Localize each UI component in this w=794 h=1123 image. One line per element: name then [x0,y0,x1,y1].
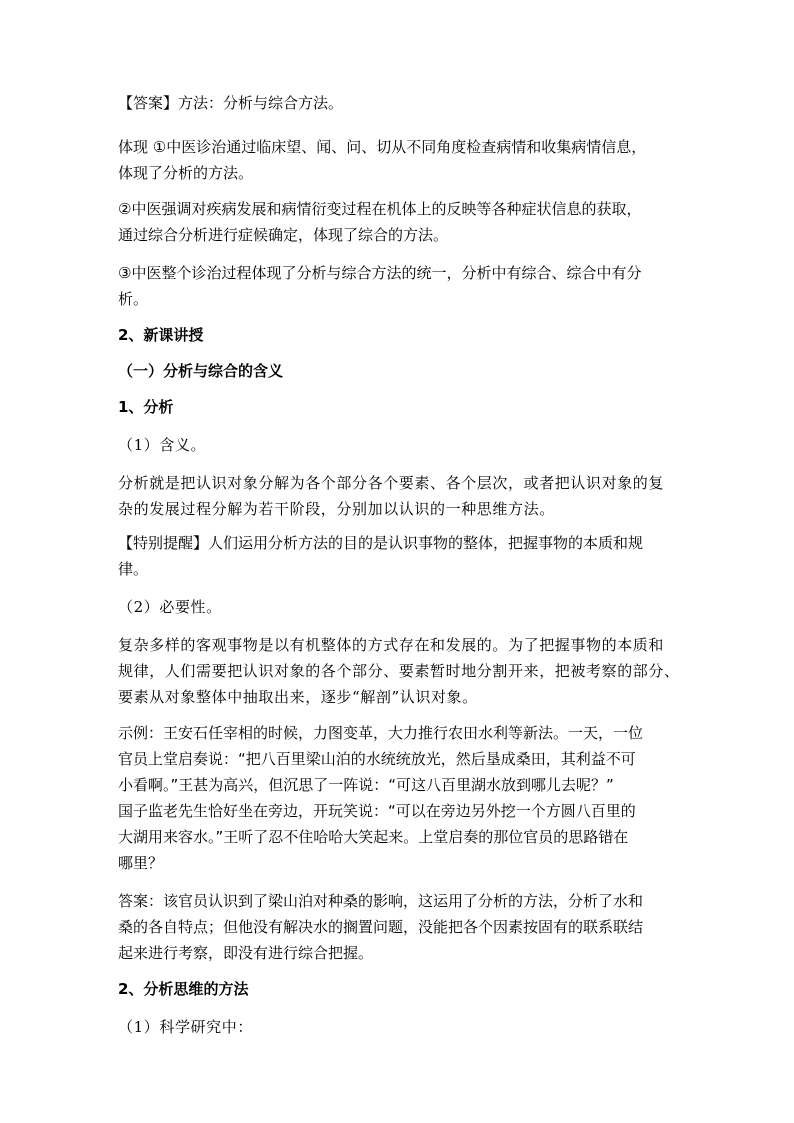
paragraph-line: 分析就是把认识对象分解为各个部分各个要素、各个层次，或者把认识对象的复 [118,474,665,492]
subheading: （2）必要性。 [118,598,222,616]
section-heading: 1、分析 [118,398,174,416]
tip-line: 律。 [118,560,149,578]
answer-line: 桑的各自特点；但他没有解决水的搁置问题，没能把各个因素按固有的联系联结 [118,918,644,936]
section-heading: （一）分析与综合的含义 [118,362,284,380]
paragraph-line: 体现了分析的方法。 [118,164,254,182]
example-line: 小看啊。”王甚为高兴，但沉思了一阵说：“可这八百里湖水放到哪儿去呢？” [118,776,614,794]
example-line: 国子监老先生恰好坐在旁边，开玩笑说：“可以在旁边另外挖一个方圆八百里的 [118,802,636,820]
paragraph-line: ②中医强调对疾病发展和病情衍变过程在机体上的反映等各种症状信息的获取， [118,200,642,218]
section-heading: 2、分析思维的方法 [118,980,249,998]
paragraph-line: 通过综合分析进行症候确定，体现了综合的方法。 [118,226,449,244]
subheading: （1）科学研究中： [118,1018,253,1036]
tip-line: 【特别提醒】人们运用分析方法的目的是认识事物的整体，把握事物的本质和规 [118,534,644,552]
paragraph-line: 要素从对象整体中抽取出来，逐步“解剖”认识对象。 [118,688,478,706]
answer-line: 答案：该官员认识到了梁山泊对种桑的影响，这运用了分析的方法，分析了水和 [118,892,644,910]
section-heading: 2、新课讲授 [118,326,204,344]
paragraph-line: 杂的发展过程分解为若干阶段，分别加以认识的一种思维方法。 [118,500,555,518]
subheading: （1）含义。 [118,436,207,454]
paragraph-line: 析。 [118,290,149,308]
example-line: 大湖用来容水。”王听了忍不住哈哈大笑起来。上堂启奏的那位官员的思路错在 [118,828,629,846]
example-line: 官员上堂启奏说：“把八百里梁山泊的水统统放光，然后垦成桑田，其利益不可 [118,750,636,768]
answer-line: 起来进行考察，即没有进行综合把握。 [118,944,374,962]
answer-line: 【答案】方法：分析与综合方法。 [118,94,344,112]
paragraph-line: 体现 ①中医诊治通过临床望、闻、问、切从不同角度检查病情和收集病情信息， [118,138,647,156]
paragraph-line: 复杂多样的客观事物是以有机整体的方式存在和发展的。为了把握事物的本质和 [118,636,665,654]
example-line: 哪里？ [118,854,164,872]
paragraph-line: 规律，人们需要把认识对象的各个部分、要素暂时地分割开来，把被考察的部分、 [118,662,680,680]
paragraph-line: ③中医整个诊治过程体现了分析与综合方法的统一，分析中有综合、综合中有分 [118,264,642,282]
example-line: 示例：王安石任宰相的时候，力图变革，大力推行农田水利等新法。一天，一位 [118,724,644,742]
